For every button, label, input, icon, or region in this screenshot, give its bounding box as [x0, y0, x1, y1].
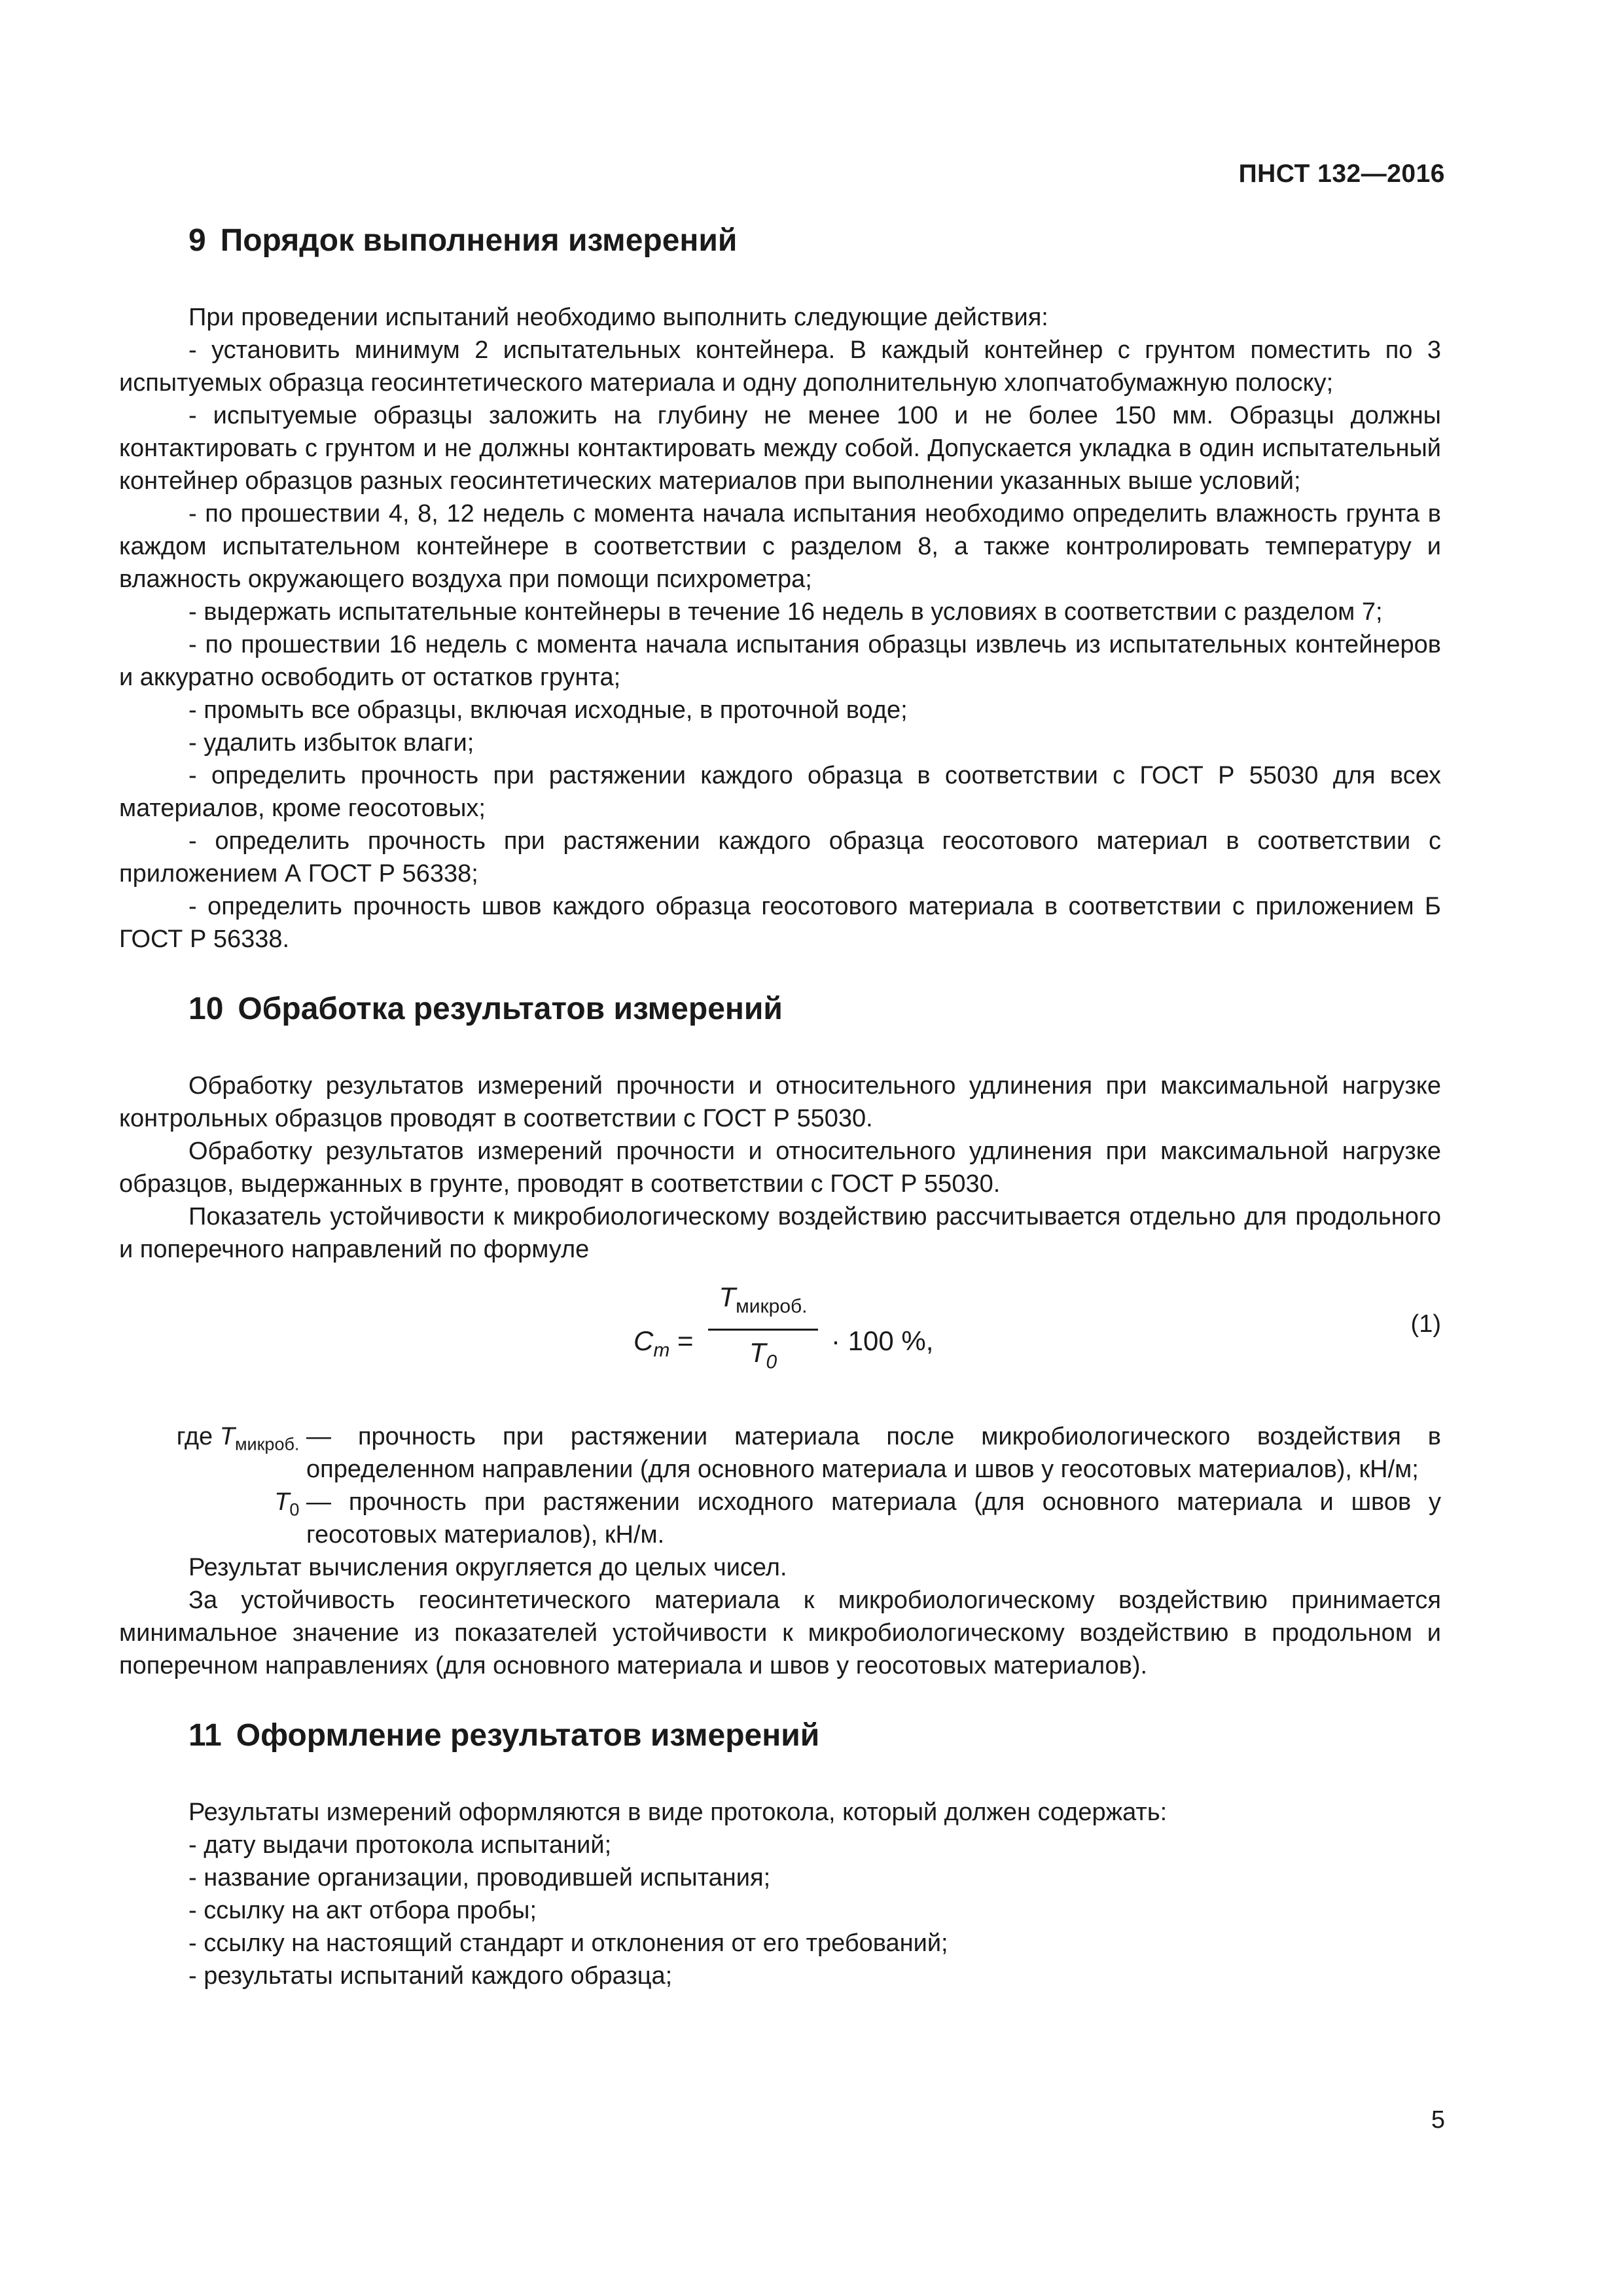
list-item: - ссылку на акт отбора пробы;	[188, 1897, 537, 1924]
list-item: - дату выдачи протокола испытаний;	[188, 1831, 612, 1859]
formula-equals: =	[669, 1325, 694, 1356]
formula-num-var: T	[719, 1282, 736, 1312]
legend-row-t-microb	[119, 1420, 1441, 1486]
list-item: - по прошествии 4, 8, 12 недель с момента начала испытания необходимо определить влажность грунта в каждом испытательном контейнере в соответствии с разделом 8, а также контролировать температуру и влажность окружающего воздуха при помощи психрометра;	[119, 500, 1441, 593]
section-11-heading	[119, 1716, 1441, 1755]
formula-1	[119, 1270, 1441, 1412]
page-content	[119, 221, 1441, 1992]
list-item: - выдержать испытательные контейнеры в течение 16 недель в условиях в соответствии с разделом 7;	[188, 598, 1383, 626]
list-item: - удалить избыток влаги;	[188, 729, 474, 757]
legend-t0-var: T	[274, 1488, 290, 1516]
legend-t-var: T	[219, 1423, 235, 1450]
legend-row-t0	[119, 1486, 1441, 1551]
formula-lhs-var: C	[633, 1325, 654, 1356]
formula-legend	[119, 1420, 1441, 1551]
list-item: - результаты испытаний каждого образца;	[188, 1962, 673, 1990]
list-item: - определить прочность швов каждого образца геосотового материала в соответствии с приложением Б ГОСТ Р 56338.	[119, 893, 1441, 953]
formula-fraction-bar	[708, 1329, 818, 1331]
formula-denominator	[708, 1335, 818, 1380]
formula-numerator	[708, 1278, 818, 1326]
legend-t0-sub: 0	[289, 1499, 300, 1520]
list-item: - ссылку на настоящий стандарт и отклонения от его требований;	[188, 1929, 948, 1957]
list-item: - определить прочность при растяжении каждого образца геосотового материал в соответствии с приложением А ГОСТ Р 56338;	[119, 827, 1441, 888]
section-11-title: Оформление результатов измерений	[236, 1718, 820, 1753]
section-10-paragraph-4: Результат вычисления округляется до целых чисел.	[188, 1554, 787, 1581]
list-item: - определить прочность при растяжении каждого образца в соответствии с ГОСТ Р 55030 для всех материалов, кроме геосотовых;	[119, 762, 1441, 822]
document-code-header: ПНСТ 132—2016	[1238, 160, 1445, 188]
list-item: - по прошествии 16 недель с момента начала испытания образцы извлечь из испытательных контейнеров и аккуратно освободить от остатков грунта;	[119, 631, 1441, 691]
section-10-paragraph-2: Обработку результатов измерений прочности и относительного удлинения при максимальной нагрузке образцов, выдержанных в грунте, проводят в соответствии с ГОСТ Р 55030.	[119, 1138, 1441, 1198]
legend-desc-t0: — прочность при растяжении исходного материала (для основного материала и швов у геосотовых материалов), кН/м.	[306, 1488, 1441, 1549]
formula-fraction	[708, 1278, 818, 1381]
formula-lhs	[633, 1325, 694, 1367]
section-9-heading	[119, 221, 1441, 260]
section-9-intro: При проведении испытаний необходимо выполнить следующие действия:	[188, 304, 1048, 331]
section-10-heading	[119, 990, 1441, 1029]
formula-den-var: T	[749, 1337, 766, 1369]
formula-multiplier: · 100 %,	[831, 1325, 934, 1356]
section-10-paragraph-3: Показатель устойчивости к микробиологическому воздействию рассчитывается отдельно для продольного и поперечного направлений по формуле	[119, 1203, 1441, 1263]
section-11-number: 11	[188, 1718, 222, 1753]
formula-number: (1)	[1410, 1310, 1441, 1338]
list-item: - промыть все образцы, включая исходные, в проточной воде;	[188, 696, 908, 724]
list-item: - установить минимум 2 испытательных контейнера. В каждый контейнер с грунтом поместить по 3 испытуемых образца геосинтетического материала и одну дополнительную хлопчатобумажную полоску;	[119, 336, 1441, 397]
legend-label-t-microb	[119, 1420, 306, 1486]
section-9-title: Порядок выполнения измерений	[220, 223, 738, 258]
section-10-paragraph-5: За устойчивость геосинтетического материала к микробиологическому воздействию принимается минимальное значение из показателей устойчивости к микробиологическому воздействию в продольном и поперечном направлениях (для основного материала и швов у геосотовых материалов).	[119, 1587, 1441, 1679]
legend-prefix: где	[176, 1423, 213, 1450]
page-number: 5	[1431, 2106, 1445, 2134]
section-11-intro: Результаты измерений оформляются в виде протокола, который должен содержать:	[188, 1799, 1168, 1826]
formula-num-sub: микроб.	[736, 1295, 808, 1318]
section-10-paragraph-1: Обработку результатов измерений прочности и относительного удлинения при максимальной нагрузке контрольных образцов проводят в соответствии с ГОСТ Р 55030.	[119, 1072, 1441, 1132]
legend-t-sub: микроб.	[234, 1434, 300, 1454]
section-10-title: Обработка результатов измерений	[238, 992, 783, 1026]
formula-lhs-sub: m	[653, 1339, 670, 1361]
legend-desc-t-microb: — прочность при растяжении материала после микробиологического воздействия в определенном направлении (для основного материала и швов у геосотовых материалов), кН/м;	[306, 1423, 1441, 1483]
section-9-number: 9	[188, 223, 206, 258]
list-item: - название организации, проводившей испытания;	[188, 1864, 771, 1892]
legend-label-t0	[119, 1486, 306, 1551]
formula-den-sub: 0	[766, 1351, 777, 1373]
list-item: - испытуемые образцы заложить на глубину не менее 100 и не более 150 мм. Образцы должны контактировать с грунтом и не должны контактировать между собой. Допускается укладка в один испытательный контейнер образцов разных геосинтетических материалов при выполнении указанных выше условий;	[119, 402, 1441, 495]
section-10-number: 10	[188, 992, 224, 1026]
